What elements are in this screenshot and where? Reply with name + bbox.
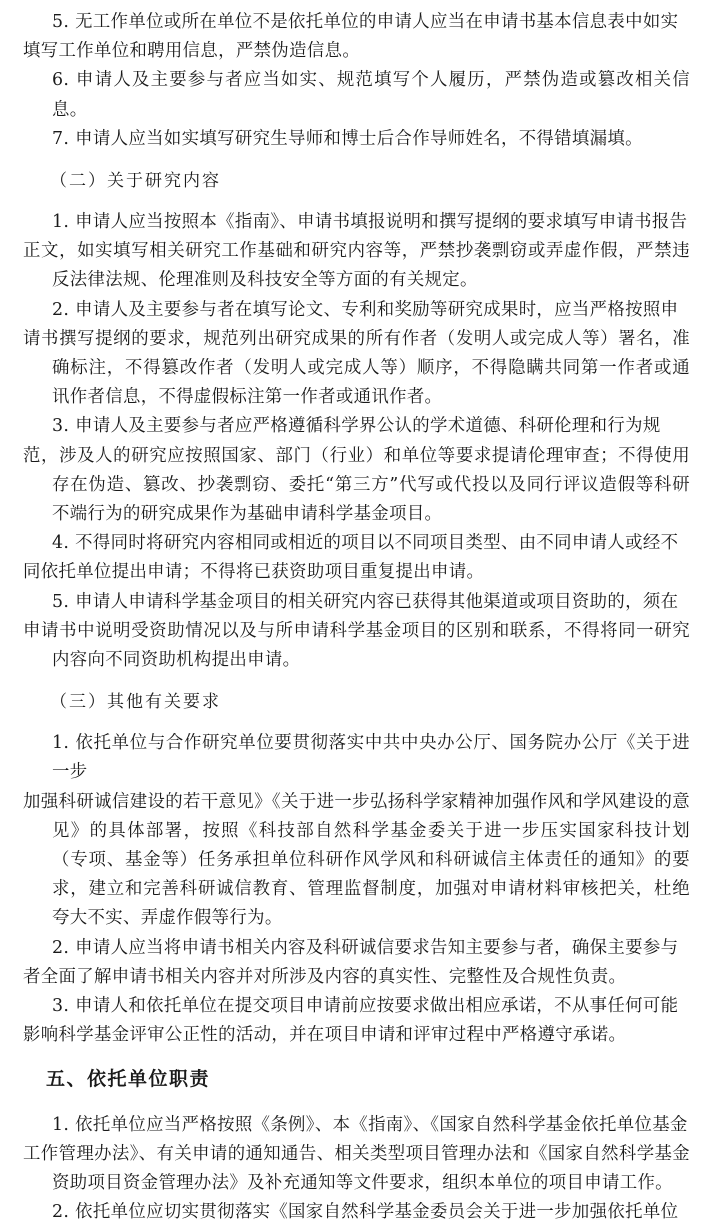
paragraph-research-2 [52, 296, 690, 413]
paragraph-first-line: 1. 依托单位与合作研究单位要贯彻落实中共中央办公厅、国务院办公厅《关于进一步 [52, 733, 690, 782]
paragraph-continuation: 同依托单位提出申请；不得将已获资助项目重复提出申请。 [23, 562, 484, 582]
paragraph-first-line: 1. 申请人应当按照本《指南》、申请书填报说明和撰写提纲的要求填写申请书报告 [52, 212, 687, 232]
paragraph-continuation: 正文，如实填写相关研究工作基础和研究内容等，严禁抄袭剽窃或弄虚作假，严禁违反法律法规、伦理准则及科技安全等方面的有关规定。 [23, 241, 690, 290]
paragraph-first-line: 4. 不得同时将研究内容相同或相近的项目以不同项目类型、由不同申请人或经不 [52, 533, 678, 553]
paragraph-identity-5 [52, 8, 690, 66]
paragraph-continuation: 申请书中说明受资助情况以及与所申请科学基金项目的区别和联系，不得将同一研究内容向不同资助机构提出申请。 [23, 621, 690, 670]
paragraph-host-2 [52, 1198, 690, 1227]
paragraph-first-line: 1. 依托单位应当严格按照《条例》、本《指南》、《国家自然科学基金依托单位基金 [52, 1115, 688, 1135]
host-institution-items [52, 1111, 690, 1227]
paragraph-other-2 [52, 934, 690, 992]
paragraph-first-line: 2. 申请人及主要参与者在填写论文、专利和奖励等研究成果时，应当严格按照申 [52, 300, 678, 320]
paragraph-other-3 [52, 992, 690, 1050]
paragraph-continuation: 加强科研诚信建设的若干意见》《关于进一步弘扬科学家精神加强作风和学风建设的意见》的具体部署，按照《科技部自然科学基金委关于进一步压实国家科技计划（专项、基金等）任务承担单位科研作风学风和科研诚信主体责任的通知》的要求，建立和完善科研诚信教育、管理监督制度，加强对申请材料审核把关，杜绝夸大不实、弄虚作假等行为。 [23, 792, 690, 929]
paragraph-first-line: 3. 申请人及主要参与者应严格遵循科学界公认的学术道德、科研伦理和行为规 [52, 416, 661, 436]
paragraph-continuation: 填写工作单位和聘用信息，严禁伪造信息。 [23, 41, 360, 61]
paragraph-continuation: 者全面了解申请书相关内容并对所涉及内容的真实性、完整性及合规性负责。 [23, 967, 626, 987]
paragraph-continuation: 范，涉及人的研究应按照国家、部门（行业）和单位等要求提请伦理审查；不得使用存在伪造、篡改、抄袭剽窃、委托“第三方”代写或代投以及同行评议造假等科研不端行为的研究成果作为基础申请科学基金项目。 [23, 446, 690, 524]
paragraph-first-line: 2. 依托单位应切实贯彻落实《国家自然科学基金委员会关于进一步加强依托单位 [52, 1202, 678, 1222]
paragraph-other-1 [52, 729, 690, 933]
paragraph-first-line: 3. 申请人和依托单位在提交项目申请前应按要求做出相应承诺，不从事任何可能 [52, 996, 678, 1016]
paragraph-continuation: 工作管理办法》、有关申请的通知通告、相关类型项目管理办法和《国家自然科学基金资助项目资金管理办法》及补充通知等文件要求，组织本单位的项目申请工作。 [23, 1144, 690, 1193]
subheading-other-requirements: （三）其他有关要求 [50, 689, 690, 715]
paragraph-first-line: 6. 申请人及主要参与者应当如实、规范填写个人履历，严禁伪造或篡改相关信息。 [52, 70, 690, 119]
research-items [52, 208, 690, 675]
paragraph-first-line: 2. 申请人应当将申请书相关内容及科研诚信要求告知主要参与者，确保主要参与 [52, 938, 678, 958]
subheading-research-content: （二）关于研究内容 [50, 168, 690, 194]
paragraph-continuation: 影响科学基金评审公正性的活动，并在项目申请和评审过程中严格遵守承诺。 [23, 1025, 626, 1045]
identity-items [52, 8, 690, 154]
paragraph-identity-6 [52, 66, 690, 124]
paragraph-identity-7 [52, 125, 690, 154]
paragraph-research-3 [52, 412, 690, 529]
paragraph-continuation: 请书撰写提纲的要求，规范列出研究成果的所有作者（发明人或完成人等）署名，准确标注，不得篡改作者（发明人或完成人等）顺序，不得隐瞒共同第一作者或通讯作者信息，不得虚假标注第一作者或通讯作者。 [23, 329, 690, 407]
paragraph-research-5 [52, 588, 690, 676]
paragraph-first-line: 5. 无工作单位或所在单位不是依托单位的申请人应当在申请书基本信息表中如实 [52, 12, 678, 32]
paragraph-first-line: 5. 申请人申请科学基金项目的相关研究内容已获得其他渠道或项目资助的，须在 [52, 592, 678, 612]
paragraph-research-1 [52, 208, 690, 296]
paragraph-first-line: 7. 申请人应当如实填写研究生导师和博士后合作导师姓名，不得错填漏填。 [52, 129, 643, 149]
paragraph-host-1 [52, 1111, 690, 1199]
paragraph-research-4 [52, 529, 690, 587]
section-heading-host-institution: 五、依托单位职责 [46, 1065, 690, 1093]
other-items [52, 729, 690, 1050]
